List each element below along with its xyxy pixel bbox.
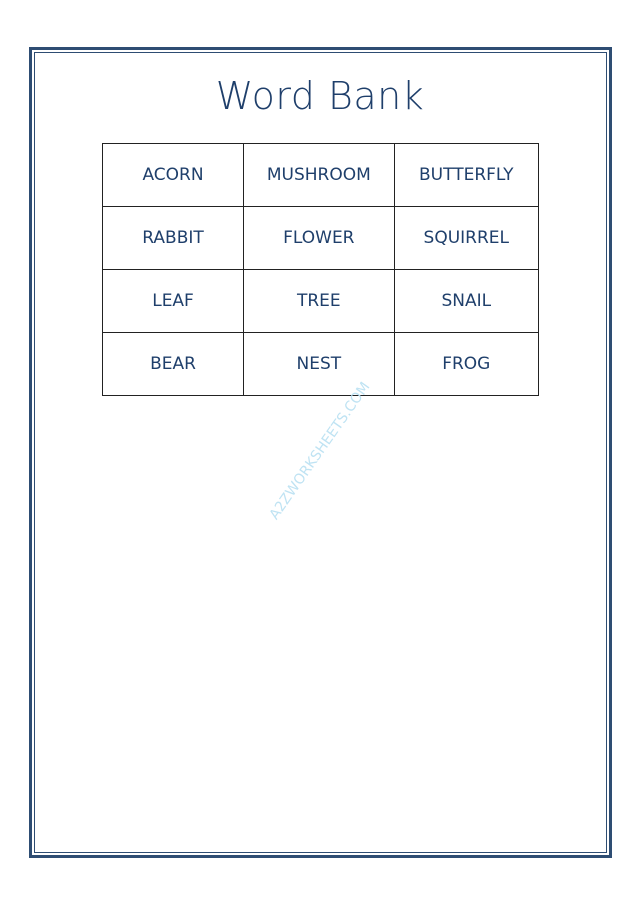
word-cell: BUTTERFLY [394,144,538,207]
table-row [103,207,539,270]
table-row [103,270,539,333]
word-cell: SQUIRREL [394,207,538,270]
word-cell: RABBIT [103,207,244,270]
table-row [103,333,539,396]
word-cell: BEAR [103,333,244,396]
word-cell: MUSHROOM [244,144,394,207]
word-cell: FROG [394,333,538,396]
word-cell: NEST [244,333,394,396]
word-cell: FLOWER [244,207,394,270]
word-cell: SNAIL [394,270,538,333]
word-cell: ACORN [103,144,244,207]
page-title: Word Bank [215,74,425,118]
word-bank-table [102,143,539,396]
word-cell: LEAF [103,270,244,333]
table-row [103,144,539,207]
word-cell: TREE [244,270,394,333]
watermark: A2ZWORKSHEETS.COM [266,379,374,523]
